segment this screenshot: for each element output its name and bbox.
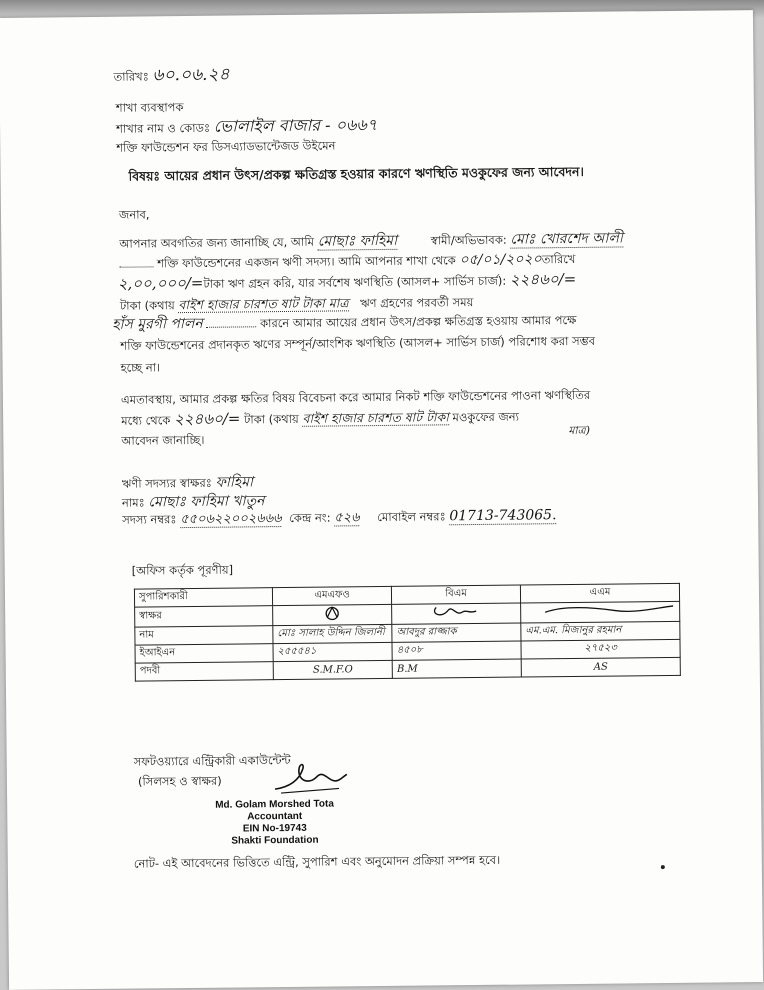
member-signature: ফাহিমা [215, 474, 254, 491]
stamp-name: Md. Golam Morshed Tota [215, 798, 334, 811]
body-line-10: আবেদন জানাচ্ছি। [121, 432, 205, 448]
date-value: ৬০.০৬.২৪ [152, 64, 230, 86]
member-name: মোছাঃ ফাহিমা খাতুন [148, 493, 265, 511]
mfo-ein: ২৫৫৫৪১ [273, 642, 392, 661]
body-text: মওকুফের জন্য [452, 409, 519, 425]
row-label: নাম [135, 626, 273, 645]
software-entry-label: সফটওয়্যারে এন্ট্রিকারী একাউন্টেন্ট [133, 752, 291, 769]
center-label: কেন্দ্র নং: [289, 510, 331, 525]
center-value: ৫২৬ [334, 510, 360, 526]
am-signature-cell [521, 601, 680, 623]
recipient-line: শাখা ব্যবস্থাপক [115, 100, 184, 115]
body-text: টাকা (কথায় [119, 298, 175, 313]
balance-handwritten: ২২৪৬০/= [509, 269, 577, 289]
body-text: টাকা (কথায় [243, 411, 299, 427]
body-line-7: হচ্ছে না। [120, 360, 161, 375]
salutation: জনাব, [118, 207, 150, 222]
balance-words-handwritten: বাইশ হাজার চারশত ষাট টাকা মাত্র [178, 295, 349, 313]
bm-designation: B.M [392, 659, 521, 678]
am-name: এম.এম. মিজানুর রহমান [521, 621, 680, 641]
row-label: স্বাক্ষর [135, 606, 273, 627]
accountant-signature [269, 758, 349, 799]
mobile-value: 01713-743065. [449, 507, 557, 525]
body-line-5 [112, 313, 576, 333]
organization-line: শক্তি ফাউন্ডেশন ফর ডিসএ্যাডভান্টেজড উইমেন [116, 138, 336, 155]
bm-signature [426, 604, 486, 621]
loan-amount-handwritten: ২,০০,০০০/= [117, 273, 204, 293]
signature-label: ঋণী সদস্যর স্বাক্ষরঃ [121, 475, 212, 491]
date-row [113, 64, 230, 86]
body-text: শক্তি ফাউন্ডেশনের একজন ঋণী সদস্য। আমি আপনার শাখা থেকে [157, 253, 456, 271]
body-line-9 [121, 409, 519, 429]
bm-ein: ৪৫০৮ [392, 641, 521, 660]
footer-note: নোট- এই আবেদনের ভিত্তিতে এন্ট্রি, সুপারিশ এবং অনুমোদন প্রক্রিয়া সম্পন্ন হবে। [133, 852, 501, 871]
body-line-2 [119, 252, 575, 272]
mfo-signature [320, 605, 344, 621]
am-designation: AS [521, 657, 680, 677]
stamp-org: Shakti Foundation [231, 834, 319, 847]
stamp-title: Accountant [247, 810, 303, 823]
member-id-label: সদস্য নম্বরঃ [122, 512, 177, 527]
waiver-words-tail: মাত্র) [568, 423, 591, 438]
body-text: কারনে আমার আয়ের প্রধান উৎস/প্রকল্প ক্ষতিগ্রস্ত হওয়ায় আমার পক্ষে [259, 312, 577, 331]
body-text: তারিখে [541, 251, 576, 267]
member-signature-row [122, 475, 253, 491]
member-name-row [122, 494, 265, 510]
member-id-value: ৫৫০৬২২০০২৬৬৬ [180, 511, 282, 528]
body-text: মধ্যে থেকে [121, 413, 171, 428]
scan-mark [661, 865, 665, 869]
am-ein: ২৭৫২৩ [521, 639, 680, 659]
recommendation-table [134, 583, 681, 682]
body-line-8: এমতাবস্থায়, আমার প্রকল্প ক্ষতির বিষয় বিবেচনা করে আমার নিকট শক্তি ফাউন্ডেশনের পাওনা ঋণস্থিতির [120, 387, 591, 407]
header-recommender: সুপারিশকারী [134, 588, 272, 607]
body-text: টাকা ঋণ গ্রহন করি, যার সর্বশেষ ঋণস্থিতি (আসল+ সার্ভিস চার্জ): [203, 273, 507, 291]
branch-row [116, 117, 377, 137]
accountant-stamp [215, 799, 334, 848]
bm-name: আবদুর রাজ্জাক [392, 623, 521, 642]
row-label: পদবী [135, 662, 273, 681]
guardian-name-handwritten: মোঃ খোরশেদ আলী [510, 230, 623, 248]
reason-handwritten: হাঁস মুরগী পালন [112, 315, 203, 333]
body-line-1 [119, 231, 623, 252]
mfo-designation: S.M.F.O [273, 660, 392, 679]
body-line-3 [117, 269, 577, 293]
branch-label: শাখার নাম ও কোডঃ [116, 120, 211, 136]
mfo-signature-cell [273, 604, 392, 625]
waiver-amount-handwritten: ২২৪৬০/= [173, 409, 241, 429]
body-line-6: শক্তি ফাউন্ডেশনের প্রদানকৃত ঋণের সম্পূর্ন/আংশিক ঋণস্থিতি (আসল+ সার্ভিস চার্জ) পরিশোধ করা সম্ভব [120, 333, 596, 353]
blank-dots [206, 326, 256, 328]
header-mfo: এমএফও [272, 586, 391, 605]
loan-date-handwritten: ০৫/০১/২০২০ [459, 251, 542, 269]
name-label: নামঃ [121, 495, 145, 510]
header-bm: বিএম [392, 585, 521, 604]
application-form [0, 10, 763, 990]
guardian-label: স্বামী/অভিভাবক: [430, 232, 507, 248]
date-label: তারিখঃ [113, 69, 149, 84]
stamp-ein: EIN No-19743 [242, 822, 307, 835]
seal-signature-label: (সিলসহ ও স্বাক্ষর) [137, 773, 222, 789]
waiver-words-handwritten: বাইশ হাজার চারশত ষাট টাকা [302, 409, 449, 426]
mobile-label: মোবাইল নম্বরঃ [377, 509, 446, 525]
am-signature [525, 602, 675, 620]
office-section-title: [অফিস কর্তৃক পূরণীয়] [131, 562, 234, 578]
member-id-row [122, 508, 556, 529]
mfo-name: মোঃ সালাহ উদ্দিন জিলানী [273, 624, 392, 643]
bm-signature-cell [392, 603, 521, 624]
blank-dots [120, 266, 154, 267]
body-text: আপনার অবগতির জন্য জানাচ্ছি যে, আমি [119, 234, 315, 251]
member-name-handwritten: মোছাঃ ফাহিমা [317, 232, 398, 250]
branch-value: ভোলাইল বাজার - ০৬৬৭ [213, 115, 378, 136]
body-line-4 [120, 294, 474, 314]
body-text: ঋণ গ্রহণের পরবর্তী সময় [360, 295, 474, 311]
row-label: ইআইএন [135, 644, 273, 663]
subject-line: বিষয়ঃ আয়ের প্রধান উৎস/প্রকল্প ক্ষতিগ্রস্ত হওয়ার কারণে ঋণস্থিতি মওকুফের জন্য আবেদন। [128, 163, 584, 184]
header-am: এএম [520, 583, 679, 603]
